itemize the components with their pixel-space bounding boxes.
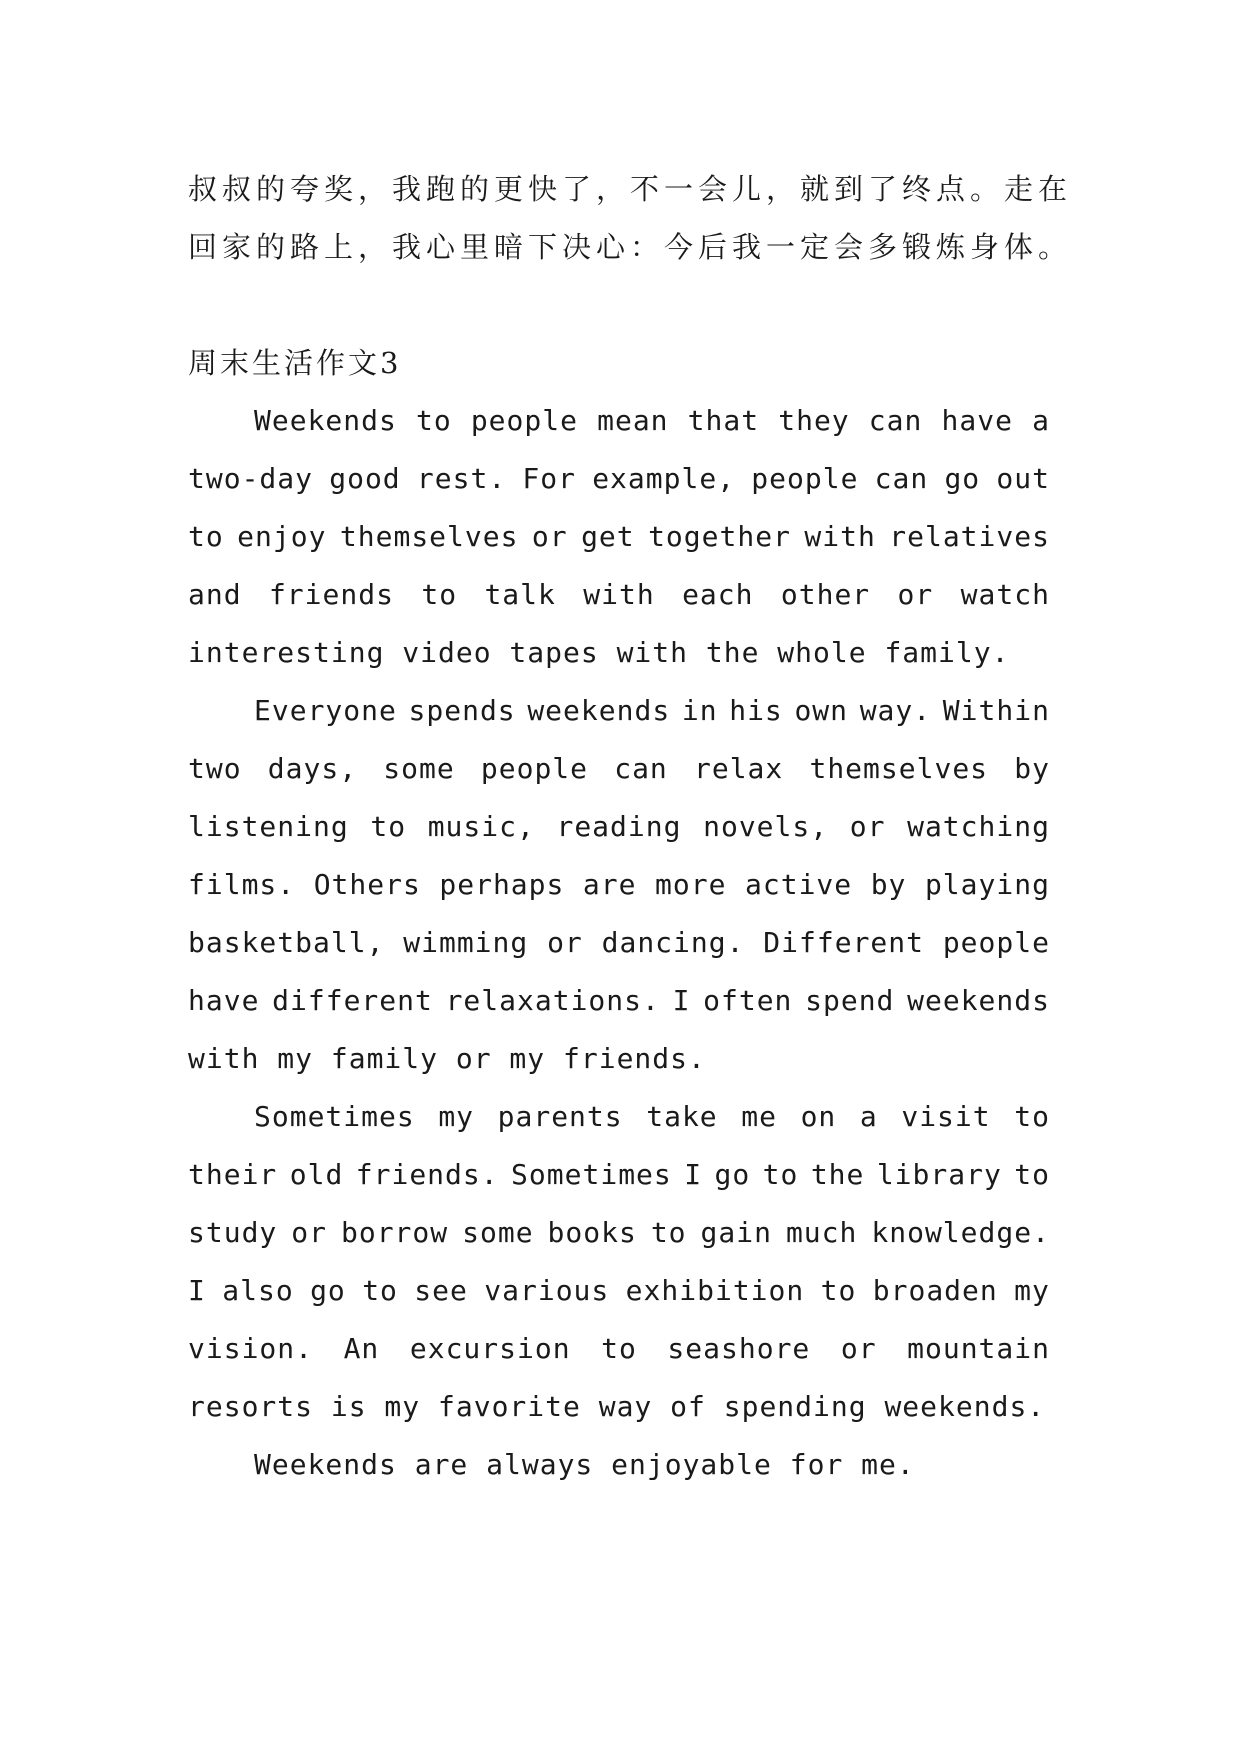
word: mean xyxy=(597,404,669,437)
word: in xyxy=(681,694,718,727)
word: to xyxy=(362,1274,398,1307)
word: library xyxy=(876,1158,1002,1191)
word: often xyxy=(703,984,793,1017)
word: or xyxy=(547,926,583,959)
word: own xyxy=(794,694,849,727)
word: can xyxy=(614,752,668,785)
word: are xyxy=(582,868,637,901)
word: go xyxy=(944,462,981,495)
word: novels, xyxy=(703,810,829,843)
word: get xyxy=(581,520,635,553)
word: by xyxy=(870,868,907,901)
word: or xyxy=(291,1216,327,1249)
word: his xyxy=(729,694,783,727)
word: exhibition xyxy=(625,1274,805,1307)
word: people xyxy=(470,404,578,437)
word: wimming xyxy=(403,926,529,959)
word: study xyxy=(188,1216,278,1249)
word: I xyxy=(684,1158,703,1191)
word: excursion xyxy=(409,1332,571,1365)
paragraph-2-line-7: with my family or my friends. xyxy=(188,1042,706,1075)
word: dancing. xyxy=(601,926,745,959)
paragraph-1-line-2 xyxy=(188,450,1050,508)
word: to xyxy=(188,520,224,553)
word: spends xyxy=(408,694,516,727)
word: to xyxy=(650,1216,687,1249)
essay-heading: 周末生活作文3 xyxy=(188,346,402,380)
word: some xyxy=(383,752,455,785)
word: seashore xyxy=(667,1332,811,1365)
word: with xyxy=(804,520,876,553)
paragraph-2-line-1 xyxy=(188,682,1050,740)
word: different xyxy=(272,984,433,1017)
document-body xyxy=(188,160,1073,1494)
word: go xyxy=(310,1274,346,1307)
word: Everyone xyxy=(254,694,397,727)
word: parents xyxy=(497,1100,623,1133)
word: my xyxy=(438,1100,475,1133)
word: out xyxy=(996,462,1050,495)
word: friends. xyxy=(355,1158,499,1191)
word: two xyxy=(188,752,242,785)
word: can xyxy=(874,462,929,495)
word: much xyxy=(785,1216,858,1249)
word: music, xyxy=(427,810,535,843)
word: For xyxy=(522,462,576,495)
word: see xyxy=(414,1274,468,1307)
word: An xyxy=(343,1332,380,1365)
word: by xyxy=(1014,752,1050,785)
paragraph-3-line-3 xyxy=(188,1204,1050,1262)
word: people xyxy=(942,926,1050,959)
word: with xyxy=(583,578,655,611)
paragraph-2-line-6 xyxy=(188,972,1050,1030)
word: relax xyxy=(693,752,784,785)
word: old xyxy=(289,1158,344,1191)
word: they xyxy=(778,404,850,437)
word: themselves xyxy=(809,752,989,785)
word: that xyxy=(687,404,760,437)
word: to xyxy=(1014,1158,1050,1191)
word: or xyxy=(897,578,934,611)
word: I xyxy=(188,1274,206,1307)
word: on xyxy=(800,1100,837,1133)
word: their xyxy=(188,1158,278,1191)
word: Within xyxy=(942,694,1050,727)
word: have xyxy=(188,984,260,1017)
word: or xyxy=(531,520,568,553)
word: also xyxy=(222,1274,294,1307)
word: reading xyxy=(556,810,682,843)
word: relaxations. xyxy=(445,984,660,1017)
word: to xyxy=(370,810,407,843)
word: Different xyxy=(763,926,924,959)
word: days, xyxy=(267,752,358,785)
word: rest. xyxy=(416,462,507,495)
word: friends xyxy=(268,578,394,611)
word: books xyxy=(547,1216,637,1249)
word: or xyxy=(840,1332,877,1365)
word: watching xyxy=(907,810,1050,843)
word: together xyxy=(648,520,791,553)
paragraph-2-line-2 xyxy=(188,740,1050,798)
word: a xyxy=(1032,404,1050,437)
word: example, xyxy=(592,462,736,495)
word: two-day xyxy=(188,462,314,495)
word: active xyxy=(745,868,853,901)
word: weekends xyxy=(907,984,1050,1017)
paragraph-1-line-5: interesting video tapes with the whole family. xyxy=(188,636,1010,669)
word: me xyxy=(741,1100,777,1133)
word: perhaps xyxy=(439,868,565,901)
paragraph-1-line-4 xyxy=(188,566,1050,624)
paragraph-3-line-6: resorts is my favorite way of spending weekends. xyxy=(188,1390,1046,1423)
word: I xyxy=(672,984,691,1017)
paragraph-2-line-3 xyxy=(188,798,1050,856)
word: films. xyxy=(188,868,296,901)
paragraph-4-line-1: Weekends are always enjoyable for me. xyxy=(254,1448,915,1481)
word: to xyxy=(421,578,458,611)
word: or xyxy=(849,810,886,843)
word: go xyxy=(714,1158,751,1191)
word: visit xyxy=(901,1100,991,1133)
word: some xyxy=(462,1216,534,1249)
word: relatives xyxy=(889,520,1050,553)
paragraph-2-line-4 xyxy=(188,856,1050,914)
word: themselves xyxy=(339,520,519,553)
paragraph-1-line-3 xyxy=(188,508,1050,566)
word: each xyxy=(682,578,754,611)
word: borrow xyxy=(340,1216,449,1249)
word: good xyxy=(329,462,401,495)
word: more xyxy=(655,868,727,901)
paragraph-3-line-5 xyxy=(188,1320,1050,1378)
word: vision. xyxy=(188,1332,314,1365)
word: talk xyxy=(484,578,556,611)
word: Weekends xyxy=(254,404,397,437)
word: Others xyxy=(313,868,421,901)
word: other xyxy=(780,578,871,611)
word: spend xyxy=(805,984,895,1017)
word: Sometimes xyxy=(511,1158,672,1191)
word: can xyxy=(868,404,923,437)
paragraph-1-line-1 xyxy=(188,392,1050,450)
word: the xyxy=(810,1158,865,1191)
paragraph-2-line-5 xyxy=(188,914,1050,972)
word: people xyxy=(751,462,859,495)
word: to xyxy=(601,1332,637,1365)
word: people xyxy=(480,752,589,785)
word: my xyxy=(1014,1274,1050,1307)
word: playing xyxy=(924,868,1050,901)
word: various xyxy=(484,1274,610,1307)
word: broaden xyxy=(872,1274,998,1307)
word: basketball, xyxy=(188,926,385,959)
word: watch xyxy=(960,578,1050,611)
word: gain xyxy=(700,1216,772,1249)
word: a xyxy=(859,1100,878,1133)
paragraph-3-line-2 xyxy=(188,1146,1050,1204)
paragraph-3-line-4 xyxy=(188,1262,1050,1320)
word: take xyxy=(646,1100,718,1133)
word: mountain xyxy=(907,1332,1050,1365)
previous-essay-line-2: 回家的路上，我心里暗下决心：今后我一定会多锻炼身体。 xyxy=(188,230,1073,264)
word: knowledge. xyxy=(871,1216,1050,1249)
word: to xyxy=(415,404,452,437)
word: to xyxy=(762,1158,799,1191)
previous-essay-line-1: 叔叔的夸奖，我跑的更快了，不一会儿，就到了终点。走在 xyxy=(188,172,1073,206)
word: listening xyxy=(188,810,349,843)
word: to xyxy=(820,1274,857,1307)
word: and xyxy=(188,578,242,611)
word: Sometimes xyxy=(254,1100,415,1133)
section-spacer xyxy=(188,276,1050,334)
word: enjoy xyxy=(237,520,327,553)
word: to xyxy=(1014,1100,1050,1133)
word: weekends xyxy=(527,694,671,727)
paragraph-3-line-1 xyxy=(188,1088,1050,1146)
word: have xyxy=(941,404,1013,437)
word: way. xyxy=(859,694,932,727)
